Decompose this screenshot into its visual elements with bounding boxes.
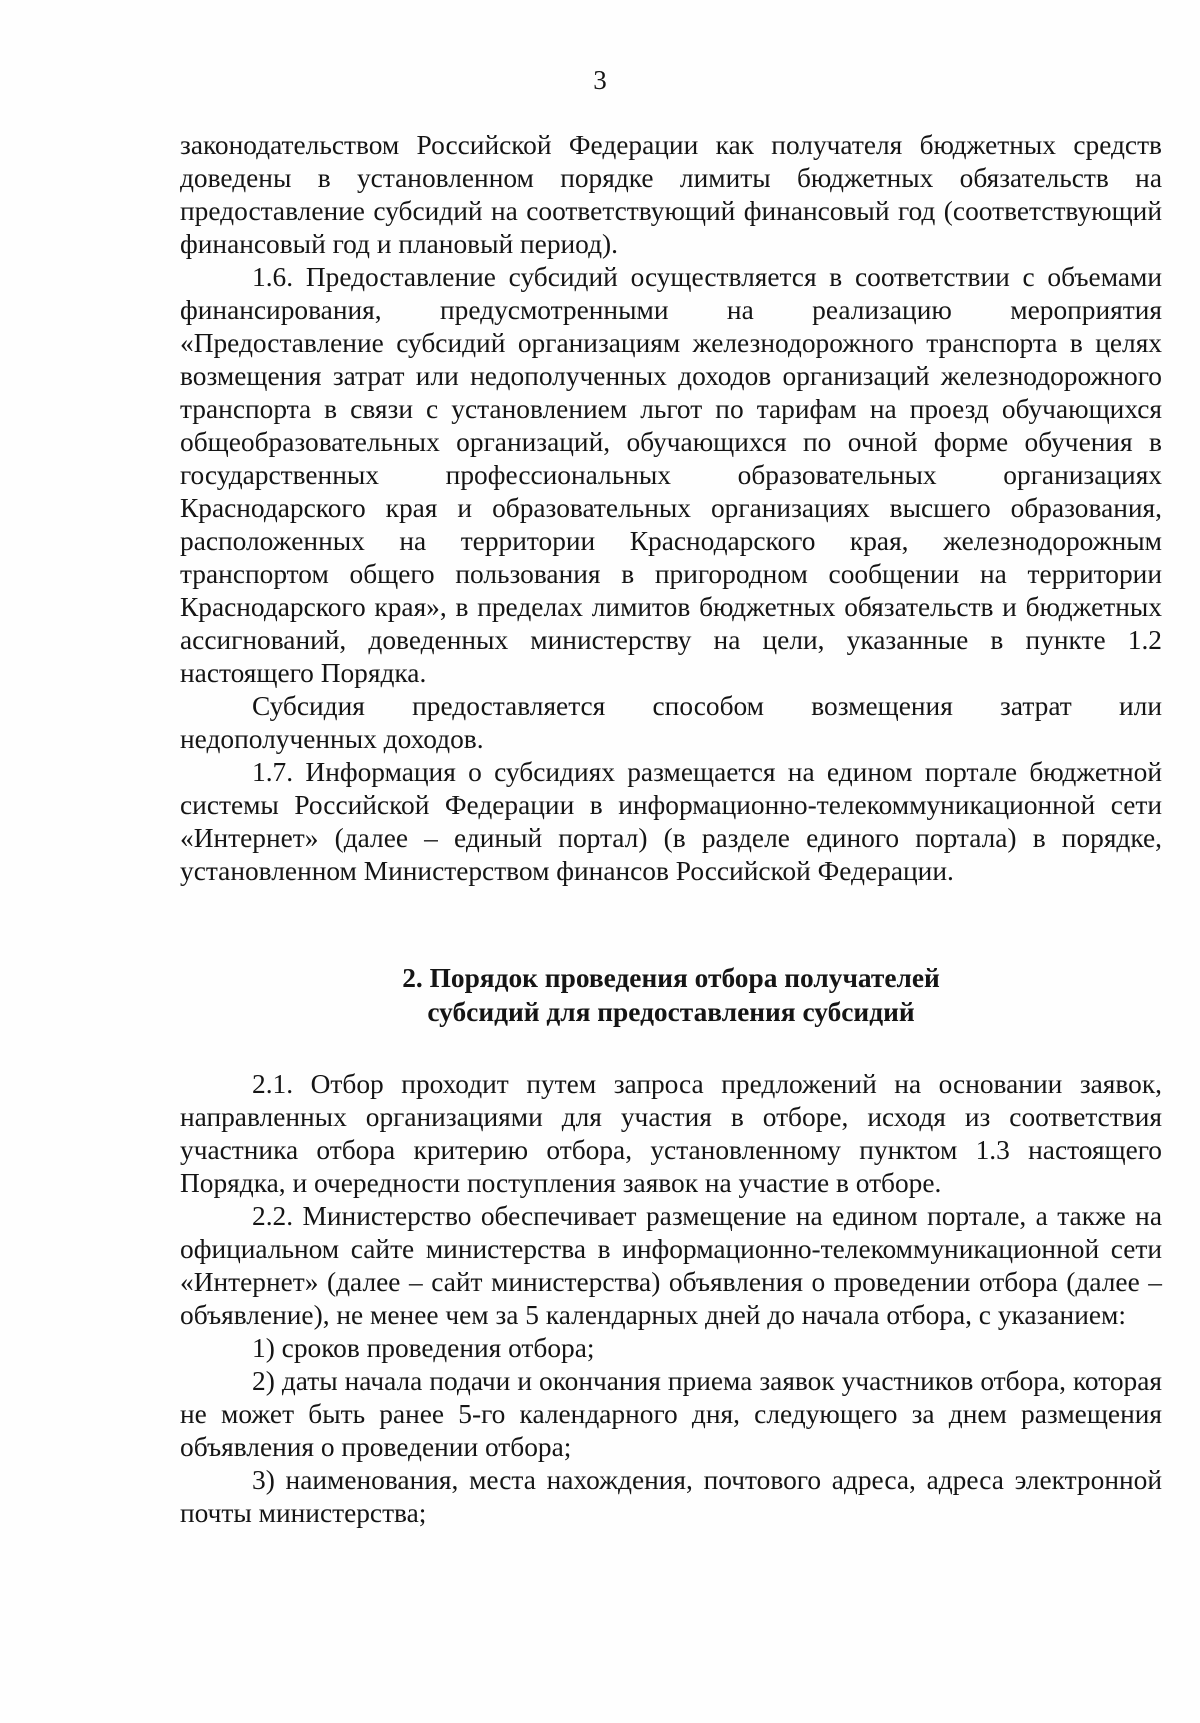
- section-heading-line-1: 2. Порядок проведения отбора получателей: [402, 963, 940, 993]
- list-item-2: 2) даты начала подачи и окончания приема заявок участников отбора, которая не может быть ранее 5-го календарного дня, следующего за днем размещения объявления о проведении отбора;: [180, 1366, 1162, 1462]
- paragraph-2-2: 2.2. Министерство обеспечивает размещение на едином портале, а также на официальном сайте министерства в информационно-телекоммуникационной сети «Интернет» (далее – сайт министерства) объявления о проведении отбора (далее – объявление), не менее чем за 5 календарных дней до начала отбора, с указанием:: [180, 1201, 1162, 1330]
- paragraph-1-6: 1.6. Предоставление субсидий осуществляется в соответствии с объемами финансирования, предусмотренными на реализацию мероприятия «Предоставление субсидий организациям железнодорожного транспорта в целях возмещения затрат или недополученных доходов организаций железнодорожного транспорта в связи с установлением льгот по тарифам на проезд обучающихся общеобразовательных организаций, обучающихся по очной форме обучения в государственных профессиональных образовательных организациях Краснодарского края и образовательных организациях высшего образования, расположенных на территории Краснодарского края, железнодорожным транспортом общего пользования в пригородном сообщении на территории Краснодарского края», в пределах лимитов бюджетных обязательств и бюджетных ассигнований, доведенных министерству на цели, указанные в пункте 1.2 настоящего Порядка.: [180, 262, 1162, 688]
- paragraph-2-1: 2.1. Отбор проходит путем запроса предложений на основании заявок, направленных организациями для участия в отборе, исходя из соответствия участника отбора критерию отбора, установленному пунктом 1.3 настоящего Порядка, и очередности поступления заявок на участие в отборе.: [180, 1069, 1162, 1198]
- paragraph-subsidy-method: Субсидия предоставляется способом возмещения затрат или недополученных доходов.: [180, 691, 1162, 754]
- page-number: 3: [593, 65, 607, 95]
- paragraph-continuation: законодательством Российской Федерации как получателя бюджетных средств доведены в установленном порядке лимиты бюджетных обязательств на предоставление субсидий на соответствующий финансовый год (соответствующий финансовый год и плановый период).: [180, 130, 1162, 259]
- list-item-3: 3) наименования, места нахождения, почтового адреса, адреса электронной почты министерства;: [180, 1465, 1162, 1528]
- list-item-1: 1) сроков проведения отбора;: [252, 1333, 595, 1363]
- section-heading-line-2: субсидий для предоставления субсидий: [427, 997, 915, 1027]
- paragraph-1-7: 1.7. Информация о субсидиях размещается на едином портале бюджетной системы Российской Федерации в информационно-телекоммуникационной сети «Интернет» (далее – единый портал) (в разделе единого портала) в порядке, установленном Министерством финансов Российской Федерации.: [180, 757, 1162, 886]
- section-2-heading: [180, 961, 1162, 1029]
- document-body: [180, 129, 1162, 1530]
